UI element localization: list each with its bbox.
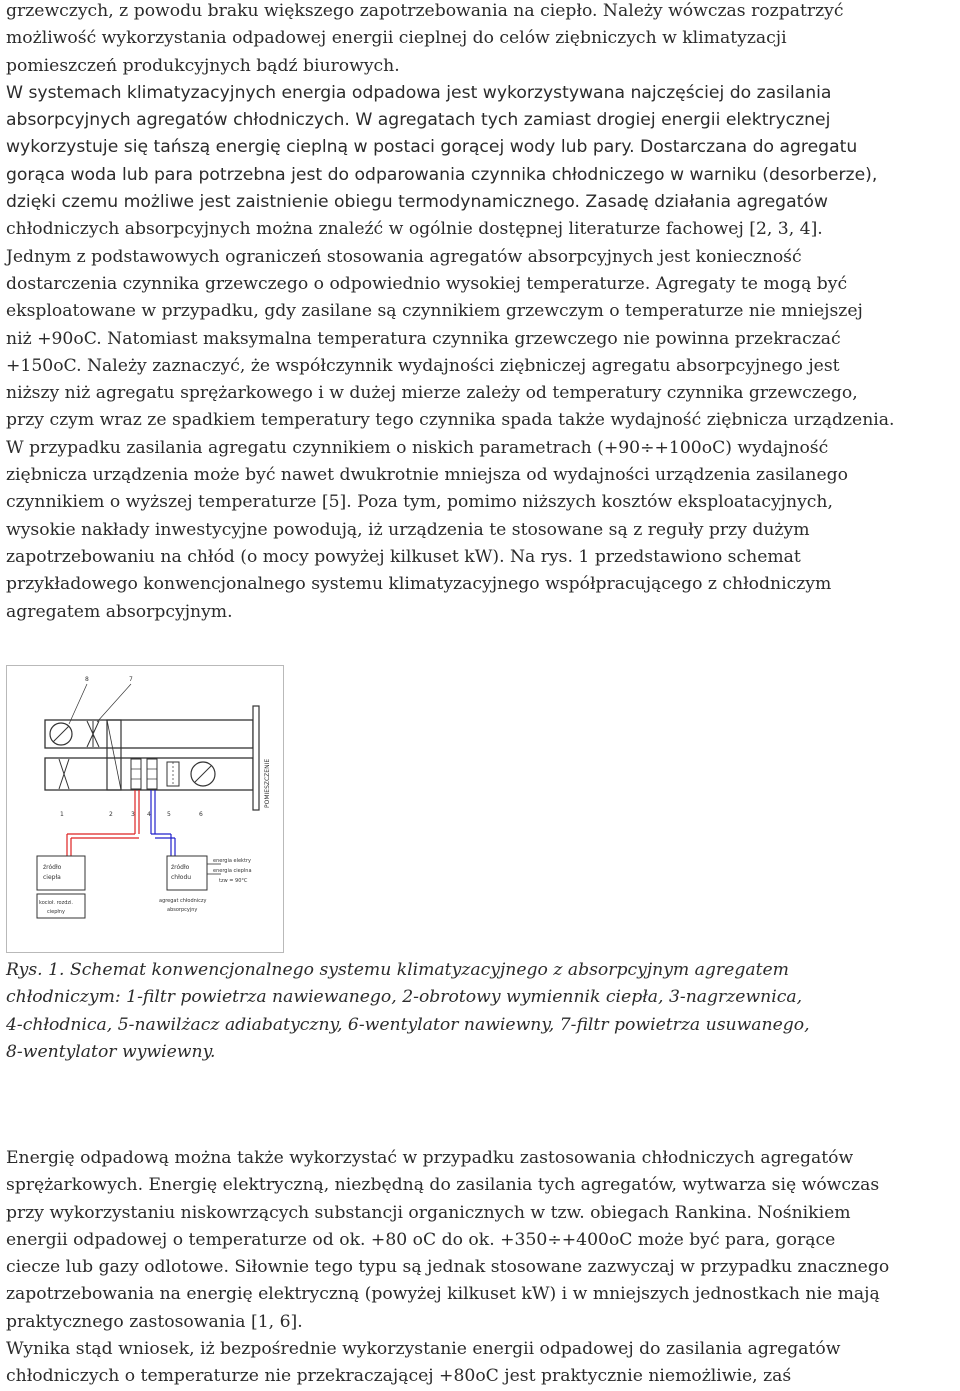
text-line: przy wykorzystaniu niskowrzących substancji organicznych w tzw. obiegach Rankina. Nośnikiem [6, 1202, 851, 1223]
label-3: 3 [131, 811, 135, 818]
text-line: Jednym z podstawowych ograniczeń stosowania agregatów absorpcyjnych jest konieczność [6, 246, 802, 267]
text-line: wykorzystuje się tańszą energię cieplną w postaci gorącej wody lub pary. Dostarczana do agregatu [6, 137, 858, 158]
leader-line [97, 684, 131, 722]
caption-line: 8-wentylator wywiewny. [6, 1041, 216, 1062]
supply-duct [45, 758, 253, 790]
text-line: Energię odpadową można także wykorzystać w przypadku zastosowania chłodniczych agregatów [6, 1148, 854, 1168]
electric-energy-label: energia elektry [213, 858, 251, 864]
schematic-figure [6, 665, 284, 953]
text-line: Wynika stąd wniosek, iż bezpośrednie wykorzystanie energii odpadowej do zasilania agregatów [6, 1339, 841, 1360]
text-line: dostarczenia czynnika grzewczego o odpowiednio wysokiej temperaturze. Agregaty te mogą być [6, 273, 848, 294]
text-line: pomieszczeń produkcyjnych bądź biurowych. [6, 55, 400, 76]
text-line: gorąca woda lub para potrzebna jest do odparowania czynnika chłodniczego w warniku (desorberze), [6, 164, 878, 185]
caption-line: Rys. 1. Schemat konwencjonalnego systemu klimatyzacyjnego z absorpcyjnym agregatem [6, 960, 789, 980]
heat-source-label: źródło [43, 864, 62, 871]
text-line: dzięki czemu możliwe jest zaistnienie obiegu termodynamicznego. Zasadę działania agregatów [6, 192, 828, 213]
boiler-label: ciepłny [47, 909, 65, 915]
caption-line: 4-chłodnica, 5-nawilżacz adiabatyczny, 6-wentylator nawiewny, 7-filtr powietrza usuwanego, [6, 1014, 810, 1035]
text-line: grzewczych, z powodu braku większego zapotrzebowania na ciepło. Należy wówczas rozpatrzyć [6, 1, 844, 21]
text-line: +150oC. Należy zaznaczyć, że współczynnik wydajności ziębniczej agregatu absorpcyjnego jest [6, 355, 840, 376]
hvac-schematic-diagram [7, 666, 283, 952]
cold-source-label: chłodu [171, 874, 192, 881]
cooler-coil-icon [147, 759, 157, 789]
body-paragraph-bottom [6, 1145, 889, 1391]
waste-heat-label: energia cieplna [213, 868, 252, 874]
exchanger-hatch [107, 720, 121, 790]
figure-caption [6, 957, 810, 1066]
label-6: 6 [199, 811, 203, 818]
text-line: chłodniczych absorpcyjnych można znaleźć w ogólnie dostępnej literaturze fachowej [2, 3, 4]. [6, 219, 823, 240]
text-line: przykładowego konwencjonalnego systemu klimatyzacyjnego współpracującego z chłodniczym [6, 574, 832, 595]
exhaust-duct [45, 720, 253, 748]
text-line: W przypadku zasilania agregatu czynnikiem o niskich parametrach (+90÷+100oC) wydajność [6, 437, 829, 458]
text-line: niż +90oC. Natomiast maksymalna temperatura czynnika grzewczego nie powinna przekraczać [6, 328, 841, 349]
text-line: zapotrzebowania na energię elektryczną (powyżej kilkuset kW) i w mniejszych jednostkach nie mają [6, 1284, 880, 1305]
label-7: 7 [129, 676, 133, 683]
absorption-unit-label: absorpcyjny [167, 907, 198, 913]
text-line: W systemach klimatyzacyjnych energia odpadowa jest wykorzystywana najczęściej do zasilania [6, 82, 832, 103]
heat-source-box [37, 856, 85, 890]
text-line: eksploatowane w przypadku, gdy zasilane są czynnikiem grzewczym o temperaturze nie mniejszej [6, 301, 863, 322]
leader-line [69, 684, 87, 724]
fan-blade-icon [195, 766, 211, 782]
boiler-label: kocioł. rozdzi. [39, 900, 73, 906]
cold-source-label: źródło [171, 864, 190, 871]
text-line: energii odpadowej o temperaturze od ok. +80 oC do ok. +350÷+400oC może być para, gorące [6, 1229, 836, 1250]
room-label: POMIESZCZENIE [264, 758, 271, 808]
text-line: absorpcyjnych agregatów chłodniczych. W agregatach tych zamiast drogiej energii elektrycznej [6, 110, 831, 131]
heat-source-label: ciepła [43, 874, 61, 881]
temperature-note: tzw = 90°C [219, 878, 248, 884]
label-4: 4 [147, 811, 151, 818]
heater-coil-icon [131, 759, 141, 789]
body-paragraph-top [6, 0, 894, 626]
room-wall [253, 706, 259, 810]
text-line: chłodniczych o temperaturze nie przekraczającej +80oC jest praktycznie niemożliwie, zaś [6, 1366, 792, 1387]
text-line: zapotrzebowaniu na chłód (o mocy powyżej kilkuset kW). Na rys. 1 przedstawiono schemat [6, 546, 801, 567]
text-line: agregatem absorpcyjnym. [6, 601, 233, 622]
label-8: 8 [85, 676, 89, 683]
text-line: czynnikiem o wyższej temperaturze [5]. Poza tym, pomimo niższych kosztów eksploatacyjnych, [6, 492, 833, 513]
text-line: praktycznego zastosowania [1, 6]. [6, 1311, 303, 1332]
text-line: niższy niż agregatu sprężarkowego i w dużej mierze zależy od temperatury czynnika grzewczego, [6, 383, 858, 404]
fan-blade-icon [53, 726, 69, 742]
text-line: wysokie nakłady inwestycyjne powodują, iż urządzenia te stosowane są z reguły przy dużym [6, 519, 810, 540]
text-line: ciecze lub gazy odlotowe. Siłownie tego typu są jednak stosowane zazwyczaj w przypadku znacznego [6, 1257, 890, 1278]
cold-source-box [167, 856, 207, 890]
absorption-unit-label: agregat chłodniczy [159, 898, 207, 904]
label-1: 1 [60, 811, 64, 818]
text-line: możliwość wykorzystania odpadowej energii cieplnej do celów ziębniczych w klimatyzacji [6, 28, 787, 49]
label-2: 2 [109, 811, 113, 818]
label-5: 5 [167, 811, 171, 818]
text-line: przy czym wraz ze spadkiem temperatury tego czynnika spada także wydajność ziębnicza urządzenia. [6, 410, 895, 431]
caption-line: chłodniczym: 1-filtr powietrza nawiewanego, 2-obrotowy wymiennik ciepła, 3-nagrzewnica, [6, 987, 803, 1008]
text-line: ziębnicza urządzenia może być nawet dwukrotnie mniejsza od wydajności urządzenia zasilanego [6, 465, 848, 486]
text-line: sprężarkowych. Energię elektryczną, niezbędną do zasilania tych agregatów, wytwarza się wówczas [6, 1175, 880, 1196]
